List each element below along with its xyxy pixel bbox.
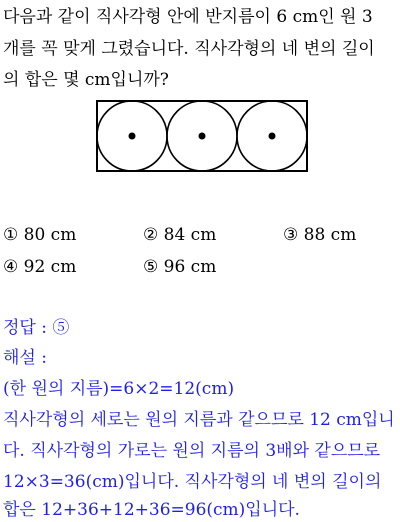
question-line-1: 다음과 같이 직사각형 안에 반지름이 6 cm인 원 3 bbox=[3, 7, 373, 27]
explanation-line-3: 다. 직사각형의 가로는 원의 지름의 3배와 같으므로 bbox=[3, 441, 381, 461]
choice-1[interactable]: ① 80 cm bbox=[3, 225, 77, 245]
answer-label: 정답 : ⑤ bbox=[3, 318, 70, 338]
choice-2[interactable]: ② 84 cm bbox=[143, 225, 217, 245]
circle-1-center bbox=[129, 133, 136, 140]
circle-2-center bbox=[199, 133, 206, 140]
choice-3[interactable]: ③ 88 cm bbox=[283, 225, 357, 245]
circle-3-center bbox=[269, 133, 276, 140]
rectangle-circles-figure bbox=[96, 100, 308, 172]
explanation-line-4: 12×3=36(cm)입니다. 직사각형의 네 변의 길이의 bbox=[3, 472, 382, 492]
choice-5[interactable]: ⑤ 96 cm bbox=[143, 257, 217, 277]
explanation-line-2: 직사각형의 세로는 원의 지름과 같으므로 12 cm입니 bbox=[3, 410, 395, 430]
explanation-line-5: 합은 12+36+12+36=96(cm)입니다. bbox=[3, 500, 300, 520]
question-line-2: 개를 꼭 맞게 그렸습니다. 직사각형의 네 변의 길이 bbox=[3, 39, 375, 59]
explanation-label: 해설 : bbox=[3, 348, 47, 368]
question-line-3: 의 합은 몇 cm입니까? bbox=[3, 70, 169, 90]
explanation-line-1: (한 원의 지름)=6×2=12(cm) bbox=[3, 379, 235, 399]
choice-4[interactable]: ④ 92 cm bbox=[3, 257, 77, 277]
